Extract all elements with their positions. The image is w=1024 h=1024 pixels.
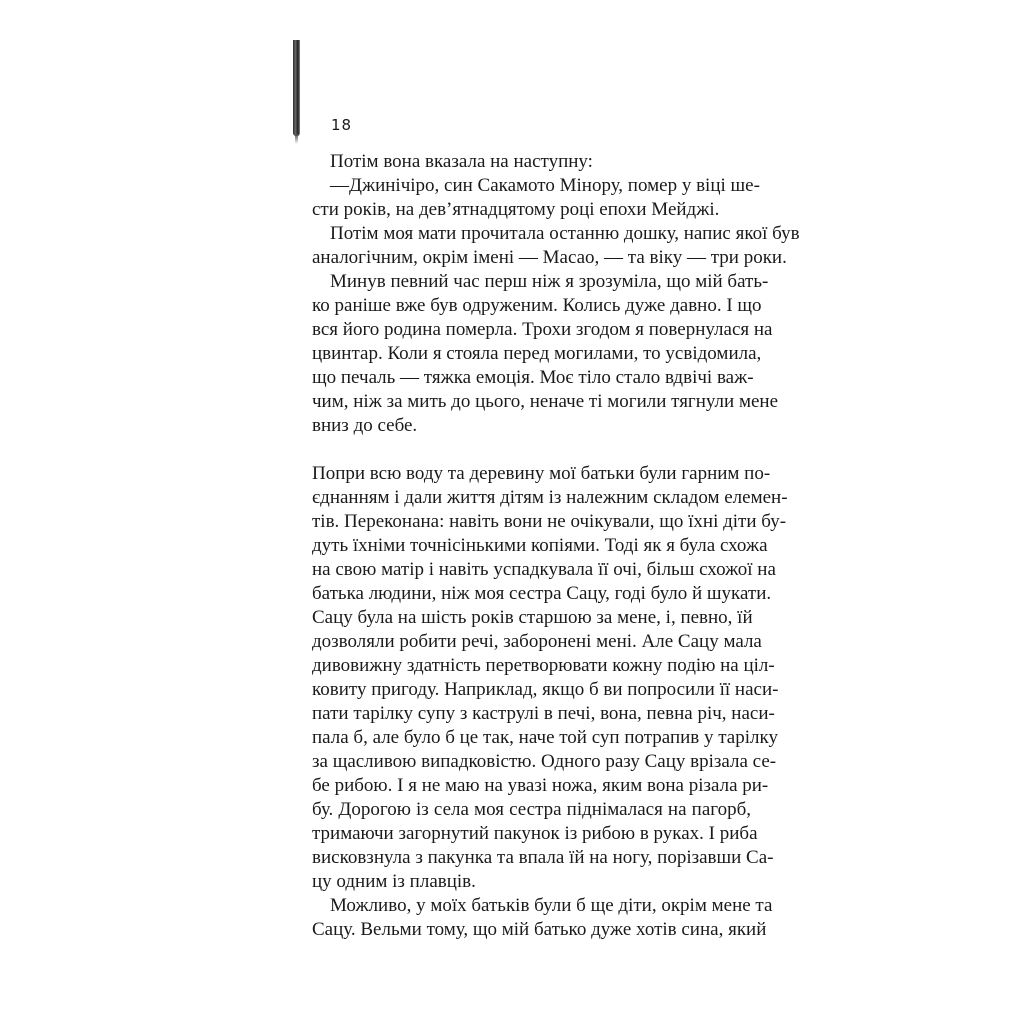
text-line: за щасливою випадковістю. Одного разу Сацу врізала се- (312, 751, 777, 772)
body-text (312, 150, 800, 942)
text-line: на свою матір і навіть успадкувала її очі, більш схожої на (312, 559, 776, 580)
text-line: —Джинічіро, син Сакамото Мінору, помер у віці ше- (330, 175, 760, 196)
text-line: тримаючи загорнутий пакунок із рибою в руках. І риба (312, 823, 758, 844)
text-line: єднанням і дали життя дітям із належним складом елемен- (312, 487, 788, 508)
text-line: ковиту пригоду. Наприклад, якщо б ви попросили її наси- (312, 679, 779, 700)
paragraph (312, 270, 779, 438)
text-line: висковзнула з пакунка та впала їй на ногу, порізавши Са- (312, 847, 774, 868)
text-line: цу одним із плавців. (312, 871, 476, 892)
text-line: вниз до себе. (312, 415, 418, 436)
paragraph (312, 174, 760, 222)
text-line: вся його родина померла. Трохи згодом я повернулася на (312, 319, 773, 340)
paragraph (312, 222, 800, 270)
text-line: Потім моя мати прочитала останню дошку, напис якої був (330, 223, 800, 244)
text-line: батька людини, ніж моя сестра Сацу, годі було й шукати. (312, 583, 772, 604)
section-break (312, 438, 751, 462)
page-edge-thumb-mark (293, 40, 300, 136)
text-line: Потім вона вказала на наступну: (330, 151, 593, 172)
text-line: дуть їхніми точнісінькими копіями. Тоді як я була схожа (312, 535, 768, 556)
text-line: тів. Переконана: навіть вони не очікували, що їхні діти бу- (312, 511, 787, 532)
text-line: Попри всю воду та деревину мої батьки були гарним по- (312, 463, 771, 484)
text-line: Минув певний час перш ніж я зрозуміла, що мій бать- (330, 271, 769, 292)
text-line: чим, ніж за мить до цього, неначе ті могили тягнули мене (312, 391, 779, 412)
text-line: цвинтар. Коли я стояла перед могилами, то усвідомила, (312, 343, 762, 364)
paragraph (312, 150, 751, 174)
text-line: бе рибою. І я не маю на увазі ножа, яким вона різала ри- (312, 775, 769, 796)
text-line: дивовижну здатність перетворювати кожну подію на ціл- (312, 655, 775, 676)
text-line: Можливо, у моїх батьків були б ще діти, окрім мене та (330, 895, 773, 916)
text-line: пала б, але було б це так, наче той суп потрапив у тарілку (312, 727, 778, 748)
text-line: бу. Дорогою із села моя сестра піднімалася на пагорб, (312, 799, 751, 820)
paragraph (312, 894, 773, 942)
text-line: пати тарілку супу з каструлі в печі, вона, певна річ, наси- (312, 703, 775, 724)
text-line: дозволяли робити речі, заборонені мені. Але Сацу мала (312, 631, 762, 652)
text-line: Сацу. Вельми тому, що мій батько дуже хотів сина, який (312, 919, 767, 940)
paragraph (312, 462, 788, 894)
text-line: ко раніше вже був одруженим. Колись дуже давно. І що (312, 295, 762, 316)
text-line: аналогічним, окрім імені — Масао, — та віку — три роки. (312, 247, 787, 268)
text-line: сти років, на дев’ятнадцятому році епохи Мейджі. (312, 199, 720, 220)
text-line: Сацу була на шість років старшою за мене, і, певно, їй (312, 607, 753, 628)
text-line: що печаль — тяжка емоція. Моє тіло стало вдвічі важ- (312, 367, 754, 388)
page-number: 18 (331, 116, 353, 134)
